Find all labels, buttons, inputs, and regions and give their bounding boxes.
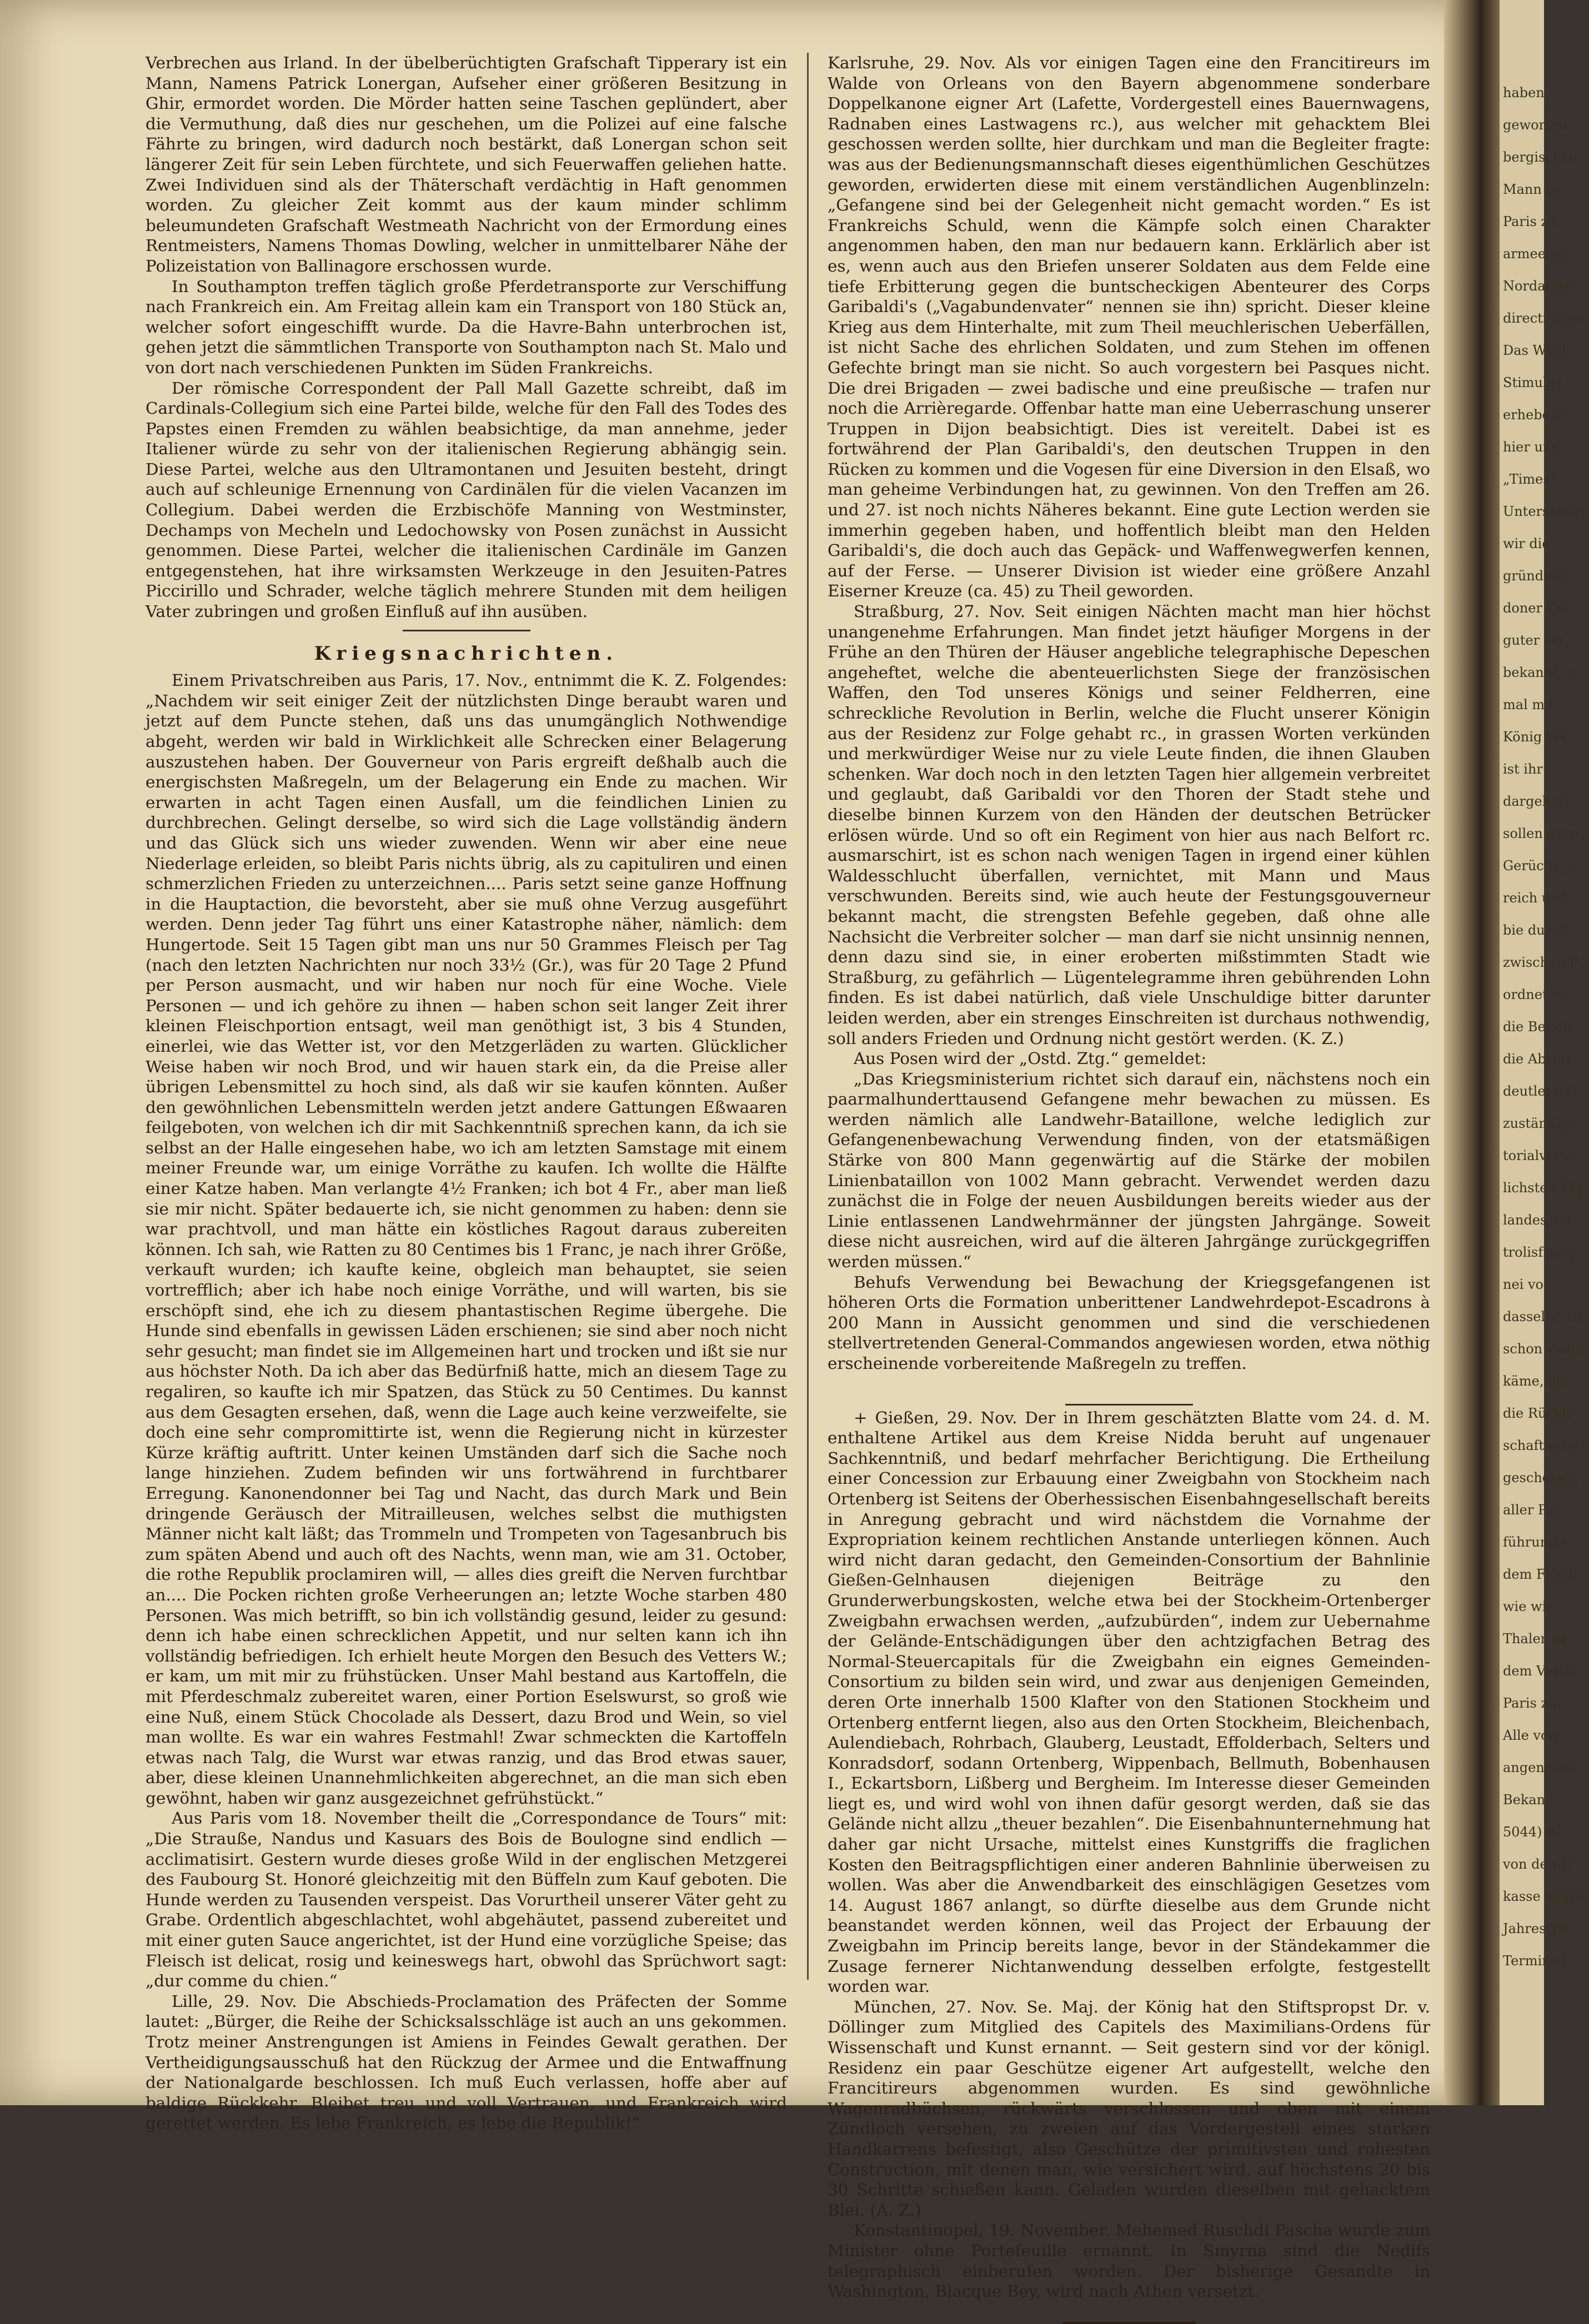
margin-fragment: die Berich bbox=[1503, 1019, 1572, 1035]
margin-fragment: wir die bbox=[1503, 536, 1550, 551]
margin-fragment: lichsten Eig bbox=[1503, 1180, 1583, 1196]
margin-fragment: Bekand bbox=[1503, 1792, 1554, 1808]
section-divider-right bbox=[1065, 1404, 1193, 1406]
margin-fragment: schaft erne bbox=[1503, 1438, 1580, 1453]
margin-fragment: trolisfrung bbox=[1503, 1244, 1575, 1260]
article-ireland: Verbrechen aus Irland. In der übelberüchtigten Grafschaft Tipperary ist ein Mann, Namens Patrick Lonergan, Aufseher einer größeren Besitzung in Ghir, ermordet worden. Die Mörder hatten seine Taschen geplündert, aber die Vermuthung, daß dies nur geschehen, um die Polizei auf eine falsche Fährte zu bringen, wird dadurch noch bestärkt, daß Lonergan schon seit längerer Zeit für sein Leben fürchtete, und sich Feuerwaffen geliehen hatte. Zwei Individuen sind als der Thäterschaft verdächtig in Haft genommen worden. Zu gleicher Zeit kommt aus der kaum minder schlimm beleumundeten Grafschaft Westmeath Nachricht von der Ermordung eines Rentmeisters, Namens Thomas Dowling, welcher in unmittelbarer Nähe der Polizeistation von Ballinagore erschossen wurde. bbox=[146, 53, 787, 275]
article-posen-quote: „Das Kriegsministerium richtet sich darauf ein, nächstens noch ein paarmalhunderttausend Gefangene mehr bewachen zu müssen. Es werden nämlich alle Landwehr-Bataillone, welche lediglich zur Gefangenenbewachung Verwendung finden, von der etatsmäßigen Stärke von 800 Mann gegenwärtig auf die Stärke der mobilen Linienbataillon von 1002 Mann gebracht. Verwendet werden dazu zunächst die in Folge der neuen Ausbildungen bereits wieder aus der Linie entlassenen Landwehrmänner der jüngsten Jahrgänge. Soweit diese nicht ausreichen, wird auf die älteren Jahrgänge zurückgegriffen werden müssen.“ bbox=[828, 1069, 1430, 1272]
margin-fragment: Das Wohl bbox=[1503, 343, 1567, 358]
margin-fragment: die Rückfi bbox=[1503, 1406, 1571, 1421]
margin-fragment: landes, da bbox=[1503, 1212, 1572, 1228]
margin-fragment: 5044) B bbox=[1503, 1824, 1556, 1840]
article-strassburg: Straßburg, 27. Nov. Seit einigen Nächten macht man hier höchst unangenehme Erfahrungen. Man findet jetzt häufiger Morgens in der Frühe an den Thüren der Häuser angebliche telegraphische Depeschen angeheftet, welche die abenteuerlichsten Siege der französischen Waffen, den Tod unseres Königs und seiner Feldherren, eine schreckliche Revolution in Berlin, welche die Flucht unserer Königin aus der Residenz zur Folge gehabt rc., in grassen Worten verkünden und merkwürdiger Weise nur zu viele Leute finden, die ihnen Glauben schenken. War doch noch in den letzten Tagen hier allgemein verbreitet und geglaubt, daß Garibaldi vor den Thoren der Stadt stehe und dieselbe binnen Kurzem von den Händen der deutschen Betrücker erlösen würde. Und so oft ein Regiment von hier aus nach Belfort rc. ausmarschirt, ist es schon nach wenigen Tagen in irgend einer kühlen Waldesschlucht überfallen, vernichtet, mit Mann und Maus verschwunden. Bereits sind, wie auch heute der Festungsgouverneur bekannt macht, die strengsten Befehle gegeben, daß ohne alle Nachsicht die Verbreiter solcher — man darf sie nicht unsinnig nennen, denn dazu sind sie, in einer eroberten mißstimmten Stadt wie Straßburg, zu gefährlich — Lügentelegramme ihren gebührenden Lohn finden. Es ist dabei natürlich, daß viele Unschuldige bitter darunter leiden werden, aber ein strenges Einschreiten ist durchaus nothwendig, soll anders Frieden und Ordnung nicht gestört werden. (K. Z.) bbox=[828, 602, 1430, 1048]
column-divider bbox=[807, 53, 809, 1980]
margin-fragment: dasselbe zu bbox=[1503, 1309, 1582, 1324]
article-giessen: + Gießen, 29. Nov. Der in Ihrem geschätzten Blatte vom 24. d. M. enthaltene Artikel aus dem Kreise Nidda beruht auf ungenauer Sachkenntniß, und bedarf mehrfacher Berichtigung. Die Ertheilung einer Concession zur Erbauung einer Zweigbahn von Stockheim nach Ortenberg ist Seitens der Oberhessischen Eisenbahngesellschaft bereits in Anregung gebracht und wird nächstdem die Vornahme der Expropriation keinem rechtlichen Anstande unterliegen können. Auch wird nicht daran gedacht, den Gemeinden-Consortium der Bahnlinie Gießen-Gelnhausen diejenigen Beiträge zu den Grunderwerbungskosten, welche etwa bei der Stockheim-Ortenberger Zweigbahn erwachsen werden, „aufzubürden“, indem zur Uebernahme der Gelände-Entschädigungen über den achtzigfachen Betrag des Normal-Steuercapitals für die Zweigbahn ein eignes Gemeinden-Consortium zu bilden sein wird, und zwar aus denjenigen Gemeinden, deren Orte innerhalb 1500 Klafter von den Stationen Stockheim und Ortenberg entfernt liegen, also aus den Orten Stockheim, Bleichenbach, Aulendiebach, Rohrbach, Glauberg, Leustadt, Effolderbach, Selters und Konradsdorf, sodann Ortenberg, Wippenbach, Bellmuth, Bobenhausen I., Eckartsborn, Lißberg und Bergheim. Im Interesse dieser Gemeinden liegt es, und wird wohl von ihnen dafür gesorgt werden, daß sie das Gelände nicht allzu „theuer bezahlen“. Die Eisenbahnunternehmung hat daher gar nicht Ursache, mittelst eines Kunstgriffs die fraglichen Kosten den Beitragspflichtigen einer anderen Bahnlinie überweisen zu wollen. Was aber die Anwendbarkeit des einschlägigen Gesetzes vom 14. August 1867 anlangt, so dürfte dieselbe aus dem Grunde nicht beanstandet werden können, weil das Project der Erbauung der Zweigbahn im Princip bereits lange, bevor in der Ständekammer die Zusage fernerer Nichtanwendung desselben erfolgte, festgestellt worden war. bbox=[828, 1408, 1430, 1996]
margin-fragment: ist ihr bbox=[1503, 761, 1543, 777]
right-column bbox=[828, 53, 1430, 2324]
adjacent-page-edge bbox=[1500, 0, 1589, 2105]
article-posen-intro: Aus Posen wird der „Ostd. Ztg.“ gemeldet: bbox=[854, 1049, 1207, 1068]
article-konstantinopel: Konstantinopel, 19. November. Mehemed Ruschdi Pascha wurde zum Minister ohne Portefeuille ernannt. In Smyrna sind die Nedifs telegraphisch einberufen worden. Der bisherige Gesandte in Washington, Blacque Bey, wird nach Athen versetzt. bbox=[828, 2221, 1430, 2301]
margin-fragment: zuständige bbox=[1503, 1116, 1577, 1131]
margin-fragment: armee an bbox=[1503, 246, 1567, 262]
margin-fragment: ordnet vo bbox=[1503, 987, 1568, 1002]
margin-fragment: torialverän bbox=[1503, 1148, 1578, 1163]
margin-fragment: zwischen P bbox=[1503, 955, 1578, 970]
margin-fragment: dem Fried bbox=[1503, 1567, 1573, 1582]
margin-fragment: geschehen, bbox=[1503, 1470, 1580, 1485]
article-karlsruhe: Karlsruhe, 29. Nov. Als vor einigen Tagen eine den Francitireurs im Walde von Orleans von den Bayern abgenommene sonderbare Doppelkanone eigner Art (Lafette, Vordergestell eines Bauernwagens, Radnaben eines Lastwagens rc.), aus welcher mit gehacktem Blei geschossen werden sollte, hier durchkam und man die Begleiter fragte: was aus der Bedienungsmannschaft dieses eigenthümlichen Geschützes geworden, erwiderten diese mit einem verständlichen Augenblinzeln: „Gefangene sind bei der Gelegenheit nicht gemacht worden.“ Es ist Frankreichs Schuld, wenn die Kämpfe solch einen Charakter angenommen haben, den man nur bedauern kann. Erklärlich aber ist es, wenn auch aus den Briefen unserer Soldaten aus dem Felde eine tiefe Erbitterung gegen die buntscheckigen Abenteurer des Corps Garibaldi's („Vagabundenvater“ nennen sie ihn) spricht. Dieser kleine Krieg aus dem Hinterhalte, mit zum Theil meuchlerischen Ueberfällen, ist nicht Sache des ehrlichen Soldaten, und zum Stehen im offenen Gefechte bringt man sie nicht. So auch vorgestern bei Pasques nicht. Die drei Brigaden — zwei badische und eine preußische — trafen nur noch die Arrièregarde. Offenbar hatte man eine Ueberraschung unserer Truppen in Dijon beabsichtigt. Dies ist vereitelt. Dabei ist es fortwährend der Plan Garibaldi's, den deutschen Truppen in den Rücken zu kommen und die Vogesen für eine Diversion in den Elsaß, wo man geheime Verbindungen hat, zu gewinnen. Von den Treffen am 26. und 27. ist noch nichts Näheres bekannt. Eine gute Lection werden sie immerhin gegeben haben, und hoffentlich bleibt man den Helden Garibaldi's, die doch auch das Gepäck- und Waffenwegwerfen kennen, auf der Ferse. — Unserer Division ist wieder eine größere Anzahl Eiserner Kreuze (ca. 45) zu Theil geworden. bbox=[828, 53, 1430, 601]
margin-fragment: wie wir bbox=[1503, 1599, 1553, 1614]
margin-fragment: dem Verbr bbox=[1503, 1663, 1574, 1679]
margin-fragment: schon vielle bbox=[1503, 1341, 1583, 1357]
article-paris-correspondance-de-tours: Aus Paris vom 18. November theilt die „Correspondance de Tours“ mit: „Die Strauße, Nandus und Kasuars des Bois de Boulogne sind endlich — acclimatisirt. Gestern wurde dieses große Wild in der englischen Metzgerei des Faubourg St. Honoré gleichzeitig mit den Büffeln zum Kauf geboten. Die Hunde werden zu Tausenden verspeist. Das Vorurtheil unserer Väter geht zu Grabe. Ordentlich abgeschlachtet, wohl abgehäutet, passend zubereitet und mit einer guten Sauce angerichtet, ist der Hund eine vorzügliche Speise; das Fleisch ist delicat, rosig und keineswegs hart, obwohl das Sprüchwort sagt: „dur comme du chien.“ bbox=[146, 1809, 787, 1991]
margin-fragment: angenomm bbox=[1503, 1760, 1578, 1775]
margin-fragment: nei von bbox=[1503, 1277, 1552, 1292]
margin-fragment: dargelegt. bbox=[1503, 794, 1573, 809]
article-muenchen: München, 27. Nov. Se. Maj. der König hat den Stiftspropst Dr. v. Döllinger zum Mitglied des Capitels des Maximilians-Ordens für Wissenschaft und Kunst ernannt. — Seit gestern sind vor der königl. Residenz ein paar Geschütze eigener Art aufgestellt, welche den Francitireurs abgenommen wurden. Es sind gewöhnliche Wagenradbüchsen, rückwärts verschlossen und oben mit einem Zündloch versehen, zu zweien auf das Vordergestell eines starken Handkarrens befestigt, also Geschütze der primitivsten und rohesten Construction, mit denen man, wie versichert wird, auf höchstens 20 bis 30 Schritte schießen kann. Geladen wurden dieselben mit gehacktem Blei. (A. Z.) bbox=[828, 1997, 1430, 2220]
margin-fragment: Thaler zu bbox=[1503, 1631, 1567, 1647]
margin-fragment: Unterschrift bbox=[1503, 504, 1586, 519]
margin-fragment: reich und bbox=[1503, 890, 1568, 906]
margin-fragment: erheben!“ bbox=[1503, 407, 1571, 423]
margin-fragment: käme, die bbox=[1503, 1373, 1569, 1389]
margin-fragment: die Abtret bbox=[1503, 1051, 1571, 1067]
margin-fragment: Paris zu bbox=[1503, 1695, 1557, 1711]
margin-fragment: Stimulirt bbox=[1503, 375, 1563, 390]
end-rule bbox=[1062, 2322, 1196, 2324]
book-gutter bbox=[1444, 0, 1505, 2105]
margin-fragment: Mann to bbox=[1503, 182, 1560, 197]
article-rome-cardinals: Der römische Correspondent der Pall Mall Gazette schreibt, daß im Cardinals-Collegium sich eine Partei bilde, welche für den Fall des Todes des Papstes einen Fremden zu wählen beabsichtige, da man annehme, jeder Italiener würde zu sehr von der italienischen Regierung abhängig sein. Diese Partei, welche aus den Ultramontanen und Jesuiten besteht, dringt auch auf schleunige Ernennung von Cardinälen für die vielen Vacanzen im Collegium. Dabei werden die Erzbischöfe Manning von Westminster, Dechamps von Mecheln und Ledochowsky von Posen zunächst in Aussicht genommen. Diese Partei, welcher die italienischen Cardinäle im Ganzen entgegenstehen, hat ihre wirksamsten Werkzeuge in den Jesuiten-Patres Piccirillo und Schrader, welche täglich mehrere Stunden mit dem heiligen Vater zubringen und großen Einfluß auf ihn ausüben. bbox=[146, 378, 787, 621]
spacer bbox=[828, 1374, 1430, 1396]
margin-fragment: bie durch bbox=[1503, 922, 1568, 938]
margin-fragment: bergischen bbox=[1503, 149, 1578, 165]
article-paris-private-letter: Einem Privatschreiben aus Paris, 17. Nov., entnimmt die K. Z. Folgendes: „Nachdem wir seit einiger Zeit der nützlichsten Dinge beraubt waren und jetzt auf dem Puncte stehen, daß uns das unumgänglich Nothwendige abgeht, werden wir bald in Wirklichkeit alle Schrecken einer Belagerung auszustehen haben. Der Gouverneur von Paris ergreift deßhalb auch die energischsten Maßregeln, um der Belagerung ein Ende zu machen. Wir erwarten in acht Tagen einen Ausfall, um die feindlichen Linien zu durchbrechen. Gelingt derselbe, so wird sich die Lage vollständig ändern und das Glück sich uns wieder zuwenden. Wenn wir aber eine neue Niederlage erleiden, so bleibt Paris nichts übrig, als zu capituliren und einen schmerzlichen Frieden zu unterzeichnen.... Paris setzt seine ganze Hoffnung in die Hauptaction, die bevorsteht, aber sie muß ohne Verzug ausgeführt werden. Denn jeder Tag führt uns einer Katastrophe näher, nämlich: dem Hungertode. Seit 15 Tagen gibt man uns nur 50 Grammes Fleisch per Tag (nach den letzten Nachrichten nur noch 33½ (Gr.), was für 20 Tage 2 Pfund per Person ausmacht, und wir haben nur noch für eine Woche. Viele Personen — und ich gehöre zu ihnen — haben schon seit langer Zeit ihrer kleinen Fleischportion entsagt, weil man genöthigt ist, 3 bis 4 Stunden, einerlei, wie das Wetter ist, vor den Metzgerläden zu warten. Glücklicher Weise haben wir noch Brod, und wir hauen stark ein, da die Preise aller übrigen Lebensmittel zu hoch sind, als daß wir sie kaufen könnten. Außer den gewöhnlichen Lebensmitteln werden jetzt andere Gattungen Eßwaaren feilgeboten, von welchen ich dir mit Sachkenntniß sprechen kann, da ich sie selbst an der Halle eingesehen habe, wo ich am letzten Samstage mit einem meiner Freunde war, um einige Vorräthe zu kaufen. Ich wollte die Hälfte einer Katze haben. Man verlangte 4½ Franken; ich bot 4 Fr., aber man ließ sie mir nicht. Später bedauerte ich, sie nicht genommen zu haben: denn sie war prachtvoll, und man hätte ein köstliches Ragout daraus zubereiten können. Ich sah, wie Ratten zu 80 Centimes bis 1 Franc, je nach ihrer Größe, verkauft wurden; ich kaufte keine, obgleich man behauptet, sie seien vortrefflich; aber ich habe noch einige Vorräthe, und will warten, bis sie erschöpft sind, ehe ich zu diesem phantastischen Regime übergehe. Die Hunde sind ebenfalls in gewissen Läden erschienen; sie sind aber noch nicht sehr gesucht; man findet sie im Allgemeinen hart und trocken und ißt sie nur aus höchster Noth. Da ich aber das Bedürfniß hatte, mich an diesem Tage zu regaliren, so kaufte ich mir Spatzen, das Stück zu 50 Centimes. Du kannst aus dem Gesagten ersehen, daß, wenn die Lage auch keine verzweifelte, sie doch eine sehr compromittirte ist, wenn die Regierung nicht in kürzester Kürze kräftig auftritt. Unter keinen Umständen darf sich die Sache noch lange hinziehen. Zudem befinden wir uns fortwährend in furchtbarer Erregung. Kanonendonner bei Tag und Nacht, das durch Mark und Bein dringende Geräusch der Mitrailleusen, welches selbst die muthigsten Männer nicht kalt läßt; das Trommeln und Trompeten von Tagesanbruch bis zum späten Abend und auch oft des Nachts, wenn man, wie am 31. October, die rothe Republik proclamiren will, — alles dies greift die Nerven furchtbar an.... Die Pocken richten große Verheerungen an; letzte Woche starben 480 Personen. Was mich betrifft, so bin ich vollständig gesund, leider zu gesund: denn ich habe einen schrecklichen Appetit, und nur selten kann ich ihn vollständig befriedigen. Ich erhielt heute Morgen den Besuch des Vetters W.; er kam, um mit mir zu frühstücken. Unser Mahl bestand aus Kartoffeln, die mit Pferdeschmalz zubereitet waren, einer Portion Eselswurst, so groß wie eine Nuß, einem Stück Chocolade als Dessert, dazu Brod und Wein, so viel man wollte. Es war ein wahres Festmahl! Zwar schmeckten die Kartoffeln etwas nach Talg, die Wurst war etwas ranzig, und das Brod etwas sauer, aber, diese kleinen Unannehmlichkeiten abgerechnet, an die man sich eben gewöhnt, haben wir ganz ausgezeichnet gefrühstückt.“ bbox=[146, 671, 787, 1808]
margin-fragment: Jahres 18 bbox=[1503, 1921, 1567, 1936]
margin-fragment: Termine f bbox=[1503, 1953, 1568, 1969]
section-divider bbox=[403, 630, 530, 631]
margin-fragment: König vor bbox=[1503, 729, 1568, 745]
left-column bbox=[146, 53, 787, 2134]
margin-fragment: gründung bbox=[1503, 568, 1570, 584]
margin-fragment: Nordarme bbox=[1503, 278, 1573, 294]
margin-fragment: „Times“ bbox=[1503, 471, 1557, 487]
margin-fragment: hier und bbox=[1503, 439, 1560, 455]
article-southampton: In Southampton treffen täglich große Pferdetransporte zur Verschiffung nach Frankreich ein. Am Freitag allein kam ein Transport von 180 Stück an, welcher sofort eingeschifft wurde. Da die Havre-Bahn unterbrochen ist, gehen jetzt die sämmtlichen Transporte von Southampton nach St. Malo und von dort nach verschiedenen Punkten im Süden Frankreichs. bbox=[146, 277, 787, 377]
margin-fragment: bekannt, a bbox=[1503, 665, 1575, 680]
section-heading-kriegsnachrichten: Kriegsnachrichten. bbox=[314, 642, 619, 665]
margin-fragment: geworfen bbox=[1503, 117, 1567, 133]
article-posen-escadrons: Behufs Verwendung bei Bewachung der Kriegsgefangenen ist höheren Orts die Formation unberittener Landwehrdepot-Escadrons à 200 Mann in Aussicht genommen und sind die verschiedenen stellvertretenden General-Commandos angewiesen worden, etwa nöthig erscheinende vorbereitende Maßregeln zu treffen. bbox=[828, 1272, 1430, 1373]
margin-fragment: haben bbox=[1503, 85, 1545, 101]
margin-fragment: aller Par bbox=[1503, 1502, 1561, 1518]
margin-fragment: mal mit bbox=[1503, 697, 1555, 712]
margin-fragment: sollen gesp bbox=[1503, 826, 1579, 841]
margin-fragment: führung v bbox=[1503, 1534, 1569, 1550]
margin-fragment: von den U bbox=[1503, 1856, 1572, 1872]
article-lille-proclamation: Lille, 29. Nov. Die Abschieds-Proclamation des Präfecten der Somme lautet: „Bürger, die Reihe der Schicksalsschläge ist auch an uns gekommen. Trotz meiner Anstrengungen ist Amiens in Feindes Gewalt gerathen. Der Vertheidigungsausschuß hat den Rückzug der Armee und die Entwaffnung der Nationalgarde beschlossen. Ich muß Euch verlassen, hoffe aber auf baldige Rückkehr. Bleibet treu und voll Vertrauen, und Frankreich wird gerettet werden. Es lebe Frankreich, es lebe die Republik!“ bbox=[146, 1991, 787, 2133]
margin-fragment: guter Du bbox=[1503, 633, 1563, 648]
margin-fragment: Gerücht g bbox=[1503, 858, 1571, 874]
margin-fragment: directionen bbox=[1503, 310, 1581, 326]
margin-fragment: deutlet hal bbox=[1503, 1083, 1576, 1099]
margin-fragment: Paris zu bbox=[1503, 214, 1557, 229]
margin-fragment: doner Cor bbox=[1503, 600, 1571, 616]
margin-fragment: Alle von bbox=[1503, 1728, 1557, 1743]
margin-fragment: kasse angew bbox=[1503, 1889, 1589, 1904]
